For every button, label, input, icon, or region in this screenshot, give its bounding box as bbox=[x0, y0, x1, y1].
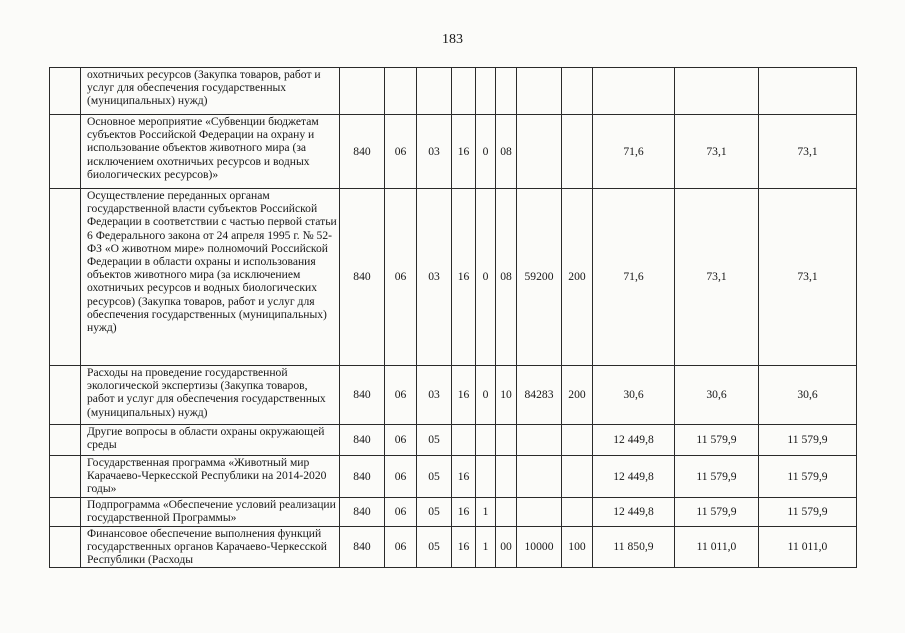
blank-cell bbox=[50, 456, 81, 498]
subsection-code-cell: 05 bbox=[417, 498, 452, 527]
item-name-cell: охотничьих ресурсов (Закупка товаров, работ и услуг для обеспечения государственных (муниципальных) нужд) bbox=[81, 68, 340, 115]
amount-cell-3: 11 579,9 bbox=[759, 456, 857, 498]
direction-code-cell bbox=[517, 425, 562, 456]
table-row bbox=[50, 68, 857, 115]
amount-cell-2: 30,6 bbox=[675, 366, 759, 425]
expense-type-cell: 200 bbox=[562, 366, 593, 425]
subprogram-code-cell: 0 bbox=[476, 115, 496, 189]
subprogram-code-cell bbox=[476, 456, 496, 498]
main-event-code-cell: 00 bbox=[496, 527, 517, 568]
item-name-cell: Финансовое обеспечение выполнения функций государственных органов Карачаево-Черкесской Республики (Расходы bbox=[81, 527, 340, 568]
item-name-cell: Подпрограмма «Обеспечение условий реализации государственной Программы» bbox=[81, 498, 340, 527]
amount-cell-2 bbox=[675, 68, 759, 115]
direction-code-cell bbox=[517, 68, 562, 115]
subprogram-code-cell: 1 bbox=[476, 527, 496, 568]
subsection-code-cell: 05 bbox=[417, 456, 452, 498]
main-event-code-cell bbox=[496, 456, 517, 498]
direction-code-cell: 84283 bbox=[517, 366, 562, 425]
section-code-cell: 06 bbox=[385, 425, 417, 456]
amount-cell-3: 11 579,9 bbox=[759, 425, 857, 456]
section-code-cell: 06 bbox=[385, 498, 417, 527]
direction-code-cell: 10000 bbox=[517, 527, 562, 568]
table-row bbox=[50, 115, 857, 189]
subprogram-code-cell: 0 bbox=[476, 189, 496, 366]
item-name-cell: Осуществление переданных органам государственной власти субъектов Российской Федерации в соответствии с частью первой статьи 6 Федерального закона от 24 апреля 1995 г. № 52-ФЗ «О животном мире» полномочий Российской Федерации в области охраны и использования объектов животного мира (за исключением охотничьих ресурсов и водных биологических ресурсов) (Закупка товаров, работ и услуг для обеспечения государственных (муниципальных) нужд) bbox=[81, 189, 340, 366]
blank-cell bbox=[50, 115, 81, 189]
program-code-cell: 16 bbox=[452, 456, 476, 498]
amount-cell-2: 73,1 bbox=[675, 115, 759, 189]
table-row bbox=[50, 366, 857, 425]
amount-cell-1: 30,6 bbox=[593, 366, 675, 425]
direction-code-cell bbox=[517, 115, 562, 189]
amount-cell-3: 11 011,0 bbox=[759, 527, 857, 568]
blank-cell bbox=[50, 366, 81, 425]
expense-type-cell bbox=[562, 115, 593, 189]
ministry-code-cell: 840 bbox=[340, 115, 385, 189]
amount-cell-2: 11 579,9 bbox=[675, 425, 759, 456]
expense-type-cell bbox=[562, 456, 593, 498]
program-code-cell: 16 bbox=[452, 189, 476, 366]
table-row bbox=[50, 189, 857, 366]
amount-cell-1: 71,6 bbox=[593, 115, 675, 189]
ministry-code-cell: 840 bbox=[340, 425, 385, 456]
amount-cell-3: 73,1 bbox=[759, 115, 857, 189]
section-code-cell: 06 bbox=[385, 456, 417, 498]
amount-cell-1: 11 850,9 bbox=[593, 527, 675, 568]
amount-cell-2: 73,1 bbox=[675, 189, 759, 366]
section-code-cell: 06 bbox=[385, 527, 417, 568]
amount-cell-2: 11 011,0 bbox=[675, 527, 759, 568]
section-code-cell: 06 bbox=[385, 189, 417, 366]
direction-code-cell bbox=[517, 498, 562, 527]
ministry-code-cell: 840 bbox=[340, 498, 385, 527]
amount-cell-3 bbox=[759, 68, 857, 115]
amount-cell-2: 11 579,9 bbox=[675, 498, 759, 527]
expense-type-cell: 100 bbox=[562, 527, 593, 568]
amount-cell-3: 73,1 bbox=[759, 189, 857, 366]
program-code-cell bbox=[452, 68, 476, 115]
expense-type-cell: 200 bbox=[562, 189, 593, 366]
budget-table bbox=[49, 67, 857, 568]
subsection-code-cell: 05 bbox=[417, 425, 452, 456]
direction-code-cell: 59200 bbox=[517, 189, 562, 366]
subsection-code-cell: 05 bbox=[417, 527, 452, 568]
amount-cell-1: 12 449,8 bbox=[593, 425, 675, 456]
amount-cell-1 bbox=[593, 68, 675, 115]
ministry-code-cell: 840 bbox=[340, 366, 385, 425]
page-number: 183 bbox=[442, 32, 463, 47]
blank-cell bbox=[50, 527, 81, 568]
ministry-code-cell bbox=[340, 68, 385, 115]
ministry-code-cell: 840 bbox=[340, 527, 385, 568]
program-code-cell: 16 bbox=[452, 366, 476, 425]
amount-cell-1: 71,6 bbox=[593, 189, 675, 366]
main-event-code-cell: 08 bbox=[496, 115, 517, 189]
item-name-cell: Другие вопросы в области охраны окружающей среды bbox=[81, 425, 340, 456]
subsection-code-cell bbox=[417, 68, 452, 115]
amount-cell-1: 12 449,8 bbox=[593, 456, 675, 498]
blank-cell bbox=[50, 189, 81, 366]
program-code-cell: 16 bbox=[452, 498, 476, 527]
program-code-cell: 16 bbox=[452, 115, 476, 189]
subsection-code-cell: 03 bbox=[417, 115, 452, 189]
amount-cell-1: 12 449,8 bbox=[593, 498, 675, 527]
subsection-code-cell: 03 bbox=[417, 189, 452, 366]
table-row bbox=[50, 527, 857, 568]
program-code-cell bbox=[452, 425, 476, 456]
ministry-code-cell: 840 bbox=[340, 456, 385, 498]
section-code-cell: 06 bbox=[385, 115, 417, 189]
item-name-cell: Основное мероприятие «Субвенции бюджетам субъектов Российской Федерации на охрану и использование объектов животного мира (за исключением охотничьих ресурсов и водных биологических ресурсов)» bbox=[81, 115, 340, 189]
amount-cell-2: 11 579,9 bbox=[675, 456, 759, 498]
direction-code-cell bbox=[517, 456, 562, 498]
section-code-cell bbox=[385, 68, 417, 115]
table-row bbox=[50, 456, 857, 498]
expense-type-cell bbox=[562, 498, 593, 527]
main-event-code-cell: 10 bbox=[496, 366, 517, 425]
blank-cell bbox=[50, 68, 81, 115]
section-code-cell: 06 bbox=[385, 366, 417, 425]
main-event-code-cell bbox=[496, 68, 517, 115]
blank-cell bbox=[50, 498, 81, 527]
main-event-code-cell bbox=[496, 498, 517, 527]
subprogram-code-cell: 0 bbox=[476, 366, 496, 425]
subprogram-code-cell bbox=[476, 68, 496, 115]
amount-cell-3: 11 579,9 bbox=[759, 498, 857, 527]
ministry-code-cell: 840 bbox=[340, 189, 385, 366]
blank-cell bbox=[50, 425, 81, 456]
item-name-cell: Государственная программа «Животный мир Карачаево-Черкесской Республики на 2014-2020 годы» bbox=[81, 456, 340, 498]
main-event-code-cell: 08 bbox=[496, 189, 517, 366]
program-code-cell: 16 bbox=[452, 527, 476, 568]
expense-type-cell bbox=[562, 425, 593, 456]
subsection-code-cell: 03 bbox=[417, 366, 452, 425]
main-event-code-cell bbox=[496, 425, 517, 456]
subprogram-code-cell bbox=[476, 425, 496, 456]
item-name-cell: Расходы на проведение государственной экологической экспертизы (Закупка товаров, работ и услуг для обеспечения государственных (муниципальных) нужд) bbox=[81, 366, 340, 425]
expense-type-cell bbox=[562, 68, 593, 115]
subprogram-code-cell: 1 bbox=[476, 498, 496, 527]
table-row bbox=[50, 498, 857, 527]
table-row bbox=[50, 425, 857, 456]
amount-cell-3: 30,6 bbox=[759, 366, 857, 425]
